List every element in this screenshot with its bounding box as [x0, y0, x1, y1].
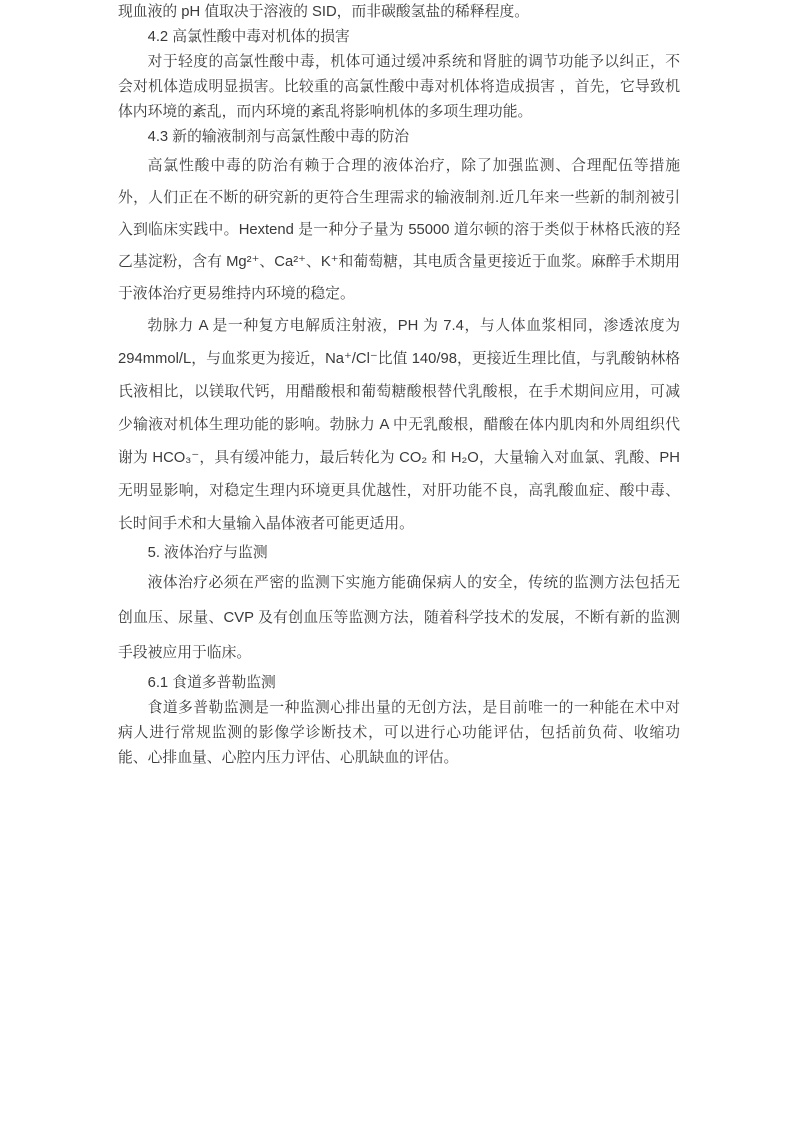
- document-content: [118, 0, 680, 771]
- paragraph-4-3-body-1: 高氯性酸中毒的防治有赖于合理的液体治疗，除了加强监测、合理配伍等措施外，人们正在不断的研究新的更符合生理需求的输液制剂.近几年来一些新的制剂被引入到临床实践中。Hextend 是一种分子量为 55000 道尔顿的溶于类似于林格氏液的羟乙基淀粉，含有 Mg²⁺、Ca²⁺、K⁺和葡萄糖，其电质含量更接近于血浆。麻醉手术期用于液体治疗更易维持内环境的稳定。: [118, 158, 680, 302]
- paragraph-4-3-body-2: 勃脉力 A 是一种复方电解质注射液，PH 为 7.4，与人体血浆相同，渗透浓度为 294mmol/L，与血浆更为接近，Na⁺/Cl⁻比值 140/98，更接近生理比值，与乳酸钠林格氏液相比，以镁取代钙，用醋酸根和葡萄糖酸根替代乳酸根，在手术期间应用，可减少输液对机体生理功能的影响。勃脉力 A 中无乳酸根，醋酸在体内肌肉和外周组织代谢为 HCO₃⁻，具有缓冲能力，最后转化为 CO₂ 和 H₂O，大量输入对血氯、乳酸、PH 无明显影响，对稳定生理内环境更具优越性，对肝功能不良，高乳酸血症、酸中毒、长时间手术和大量输入晶体液者可能更适用。: [118, 318, 680, 532]
- section-heading-4-3: 4.3 新的输液制剂与高氯性酸中毒的防治: [147, 129, 410, 145]
- section-heading-5: 5. 液体治疗与监测: [147, 545, 268, 561]
- paragraph-6-1-body: 食道多普勒监测是一种监测心排出量的无创方法，是目前唯一的一种能在术中对病人进行常规监测的影像学诊断技术，可以进行心功能评估，包括前负荷、收缩功能、心排血量、心腔内压力评估、心肌缺血的评估。: [118, 700, 680, 766]
- paragraph-continuation: 现血液的 pH 值取决于溶液的 SID，而非碳酸氢盐的稀释程度。: [118, 4, 530, 20]
- section-heading-6-1: 6.1 食道多普勒监测: [147, 675, 276, 691]
- section-heading-4-2: 4.2 高氯性酸中毒对机体的损害: [147, 29, 350, 45]
- paragraph-4-2-body: 对于轻度的高氯性酸中毒，机体可通过缓冲系统和肾脏的调节功能予以纠正，不会对机体造成明显损害。比较重的高氯性酸中毒对机体将造成损害 ，首先，它导致机体内环境的紊乱，而内环境的紊乱将影响机体的多项生理功能。: [118, 54, 680, 120]
- paragraph-5-body: 液体治疗必须在严密的监测下实施方能确保病人的安全，传统的监测方法包括无创血压、尿量、CVP 及有创血压等监测方法，随着科学技术的发展，不断有新的监测手段被应用于临床。: [118, 575, 680, 661]
